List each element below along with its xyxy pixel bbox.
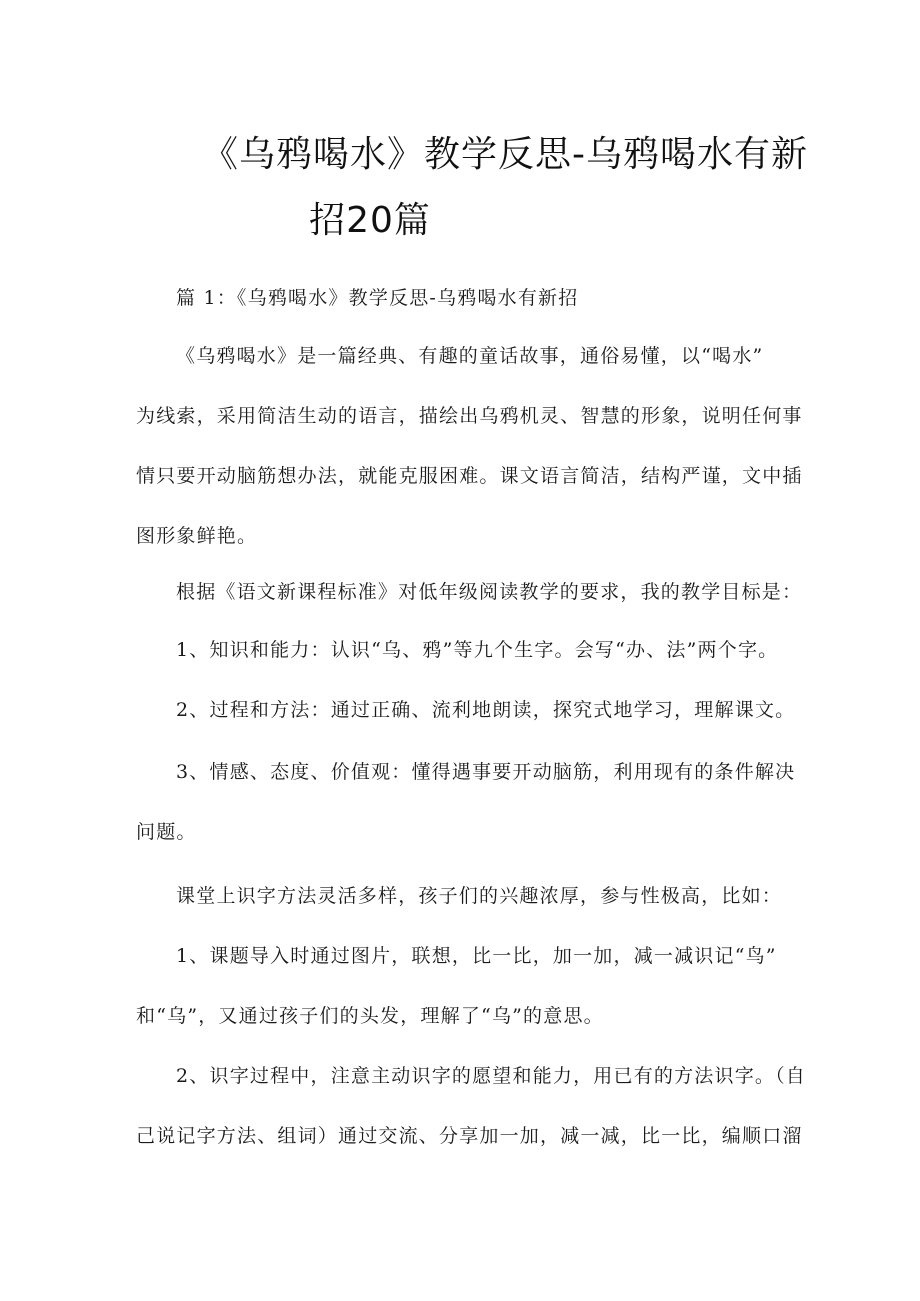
- paragraph-line: 课堂上识字方法灵活多样，孩子们的兴趣浓厚，参与性极高，比如：: [176, 885, 783, 907]
- paragraph-intro: [136, 326, 806, 566]
- paragraph-line: 1、知识和能力：认识“乌、鸦”等九个生字。会写“办、法”两个字。: [176, 639, 779, 661]
- paragraph-line: 1、课题导入时通过图片，联想，比一比，加一加，减一减识记“鸟”: [176, 945, 777, 967]
- goal-item-3: [136, 742, 806, 862]
- paragraph-line: 3、情感、态度、价值观：懂得遇事要开动脑筋，利用现有的条件解决: [176, 761, 796, 783]
- paragraph-methods-intro: [136, 866, 806, 926]
- paragraph-line: 己说记字方法、组词）通过交流、分享加一加，减一减，比一比，编顺口溜: [136, 1125, 803, 1147]
- paragraph-line: 问题。: [136, 821, 197, 843]
- paragraph-line: 图形象鲜艳。: [136, 525, 258, 547]
- goal-item-2: [136, 680, 806, 740]
- paragraph-line: 篇 1：《乌鸦喝水》教学反思-乌鸦喝水有新招: [176, 287, 579, 309]
- method-item-2: [136, 1046, 806, 1166]
- document-title-line-2: 招20篇: [309, 200, 431, 241]
- paragraph-line: 情只要开动脑筋想办法，就能克服困难。课文语言简洁，结构严谨，文中插: [136, 465, 803, 487]
- section-heading: [136, 268, 806, 328]
- paragraph-goals-intro: [136, 562, 806, 622]
- paragraph-line: 和“乌”，又通过孩子们的头发，理解了“乌”的意思。: [136, 1005, 604, 1027]
- document-title-line-1: 《乌鸦喝水》教学反思-乌鸦喝水有新: [202, 134, 808, 175]
- paragraph-line: 2、过程和方法：通过正确、流利地朗读，探究式地学习，理解课文。: [176, 699, 796, 721]
- method-item-1: [136, 926, 806, 1046]
- paragraph-line: 为线索，采用简洁生动的语言，描绘出乌鸦机灵、智慧的形象，说明任何事: [136, 405, 803, 427]
- paragraph-line: 《乌鸦喝水》是一篇经典、有趣的童话故事，通俗易懂，以“喝水”: [176, 345, 764, 367]
- goal-item-1: [136, 620, 806, 680]
- paragraph-line: 2、识字过程中，注意主动识字的愿望和能力，用已有的方法识字。（自: [176, 1065, 806, 1087]
- paragraph-line: 根据《语文新课程标准》对低年级阅读教学的要求，我的教学目标是：: [176, 581, 803, 603]
